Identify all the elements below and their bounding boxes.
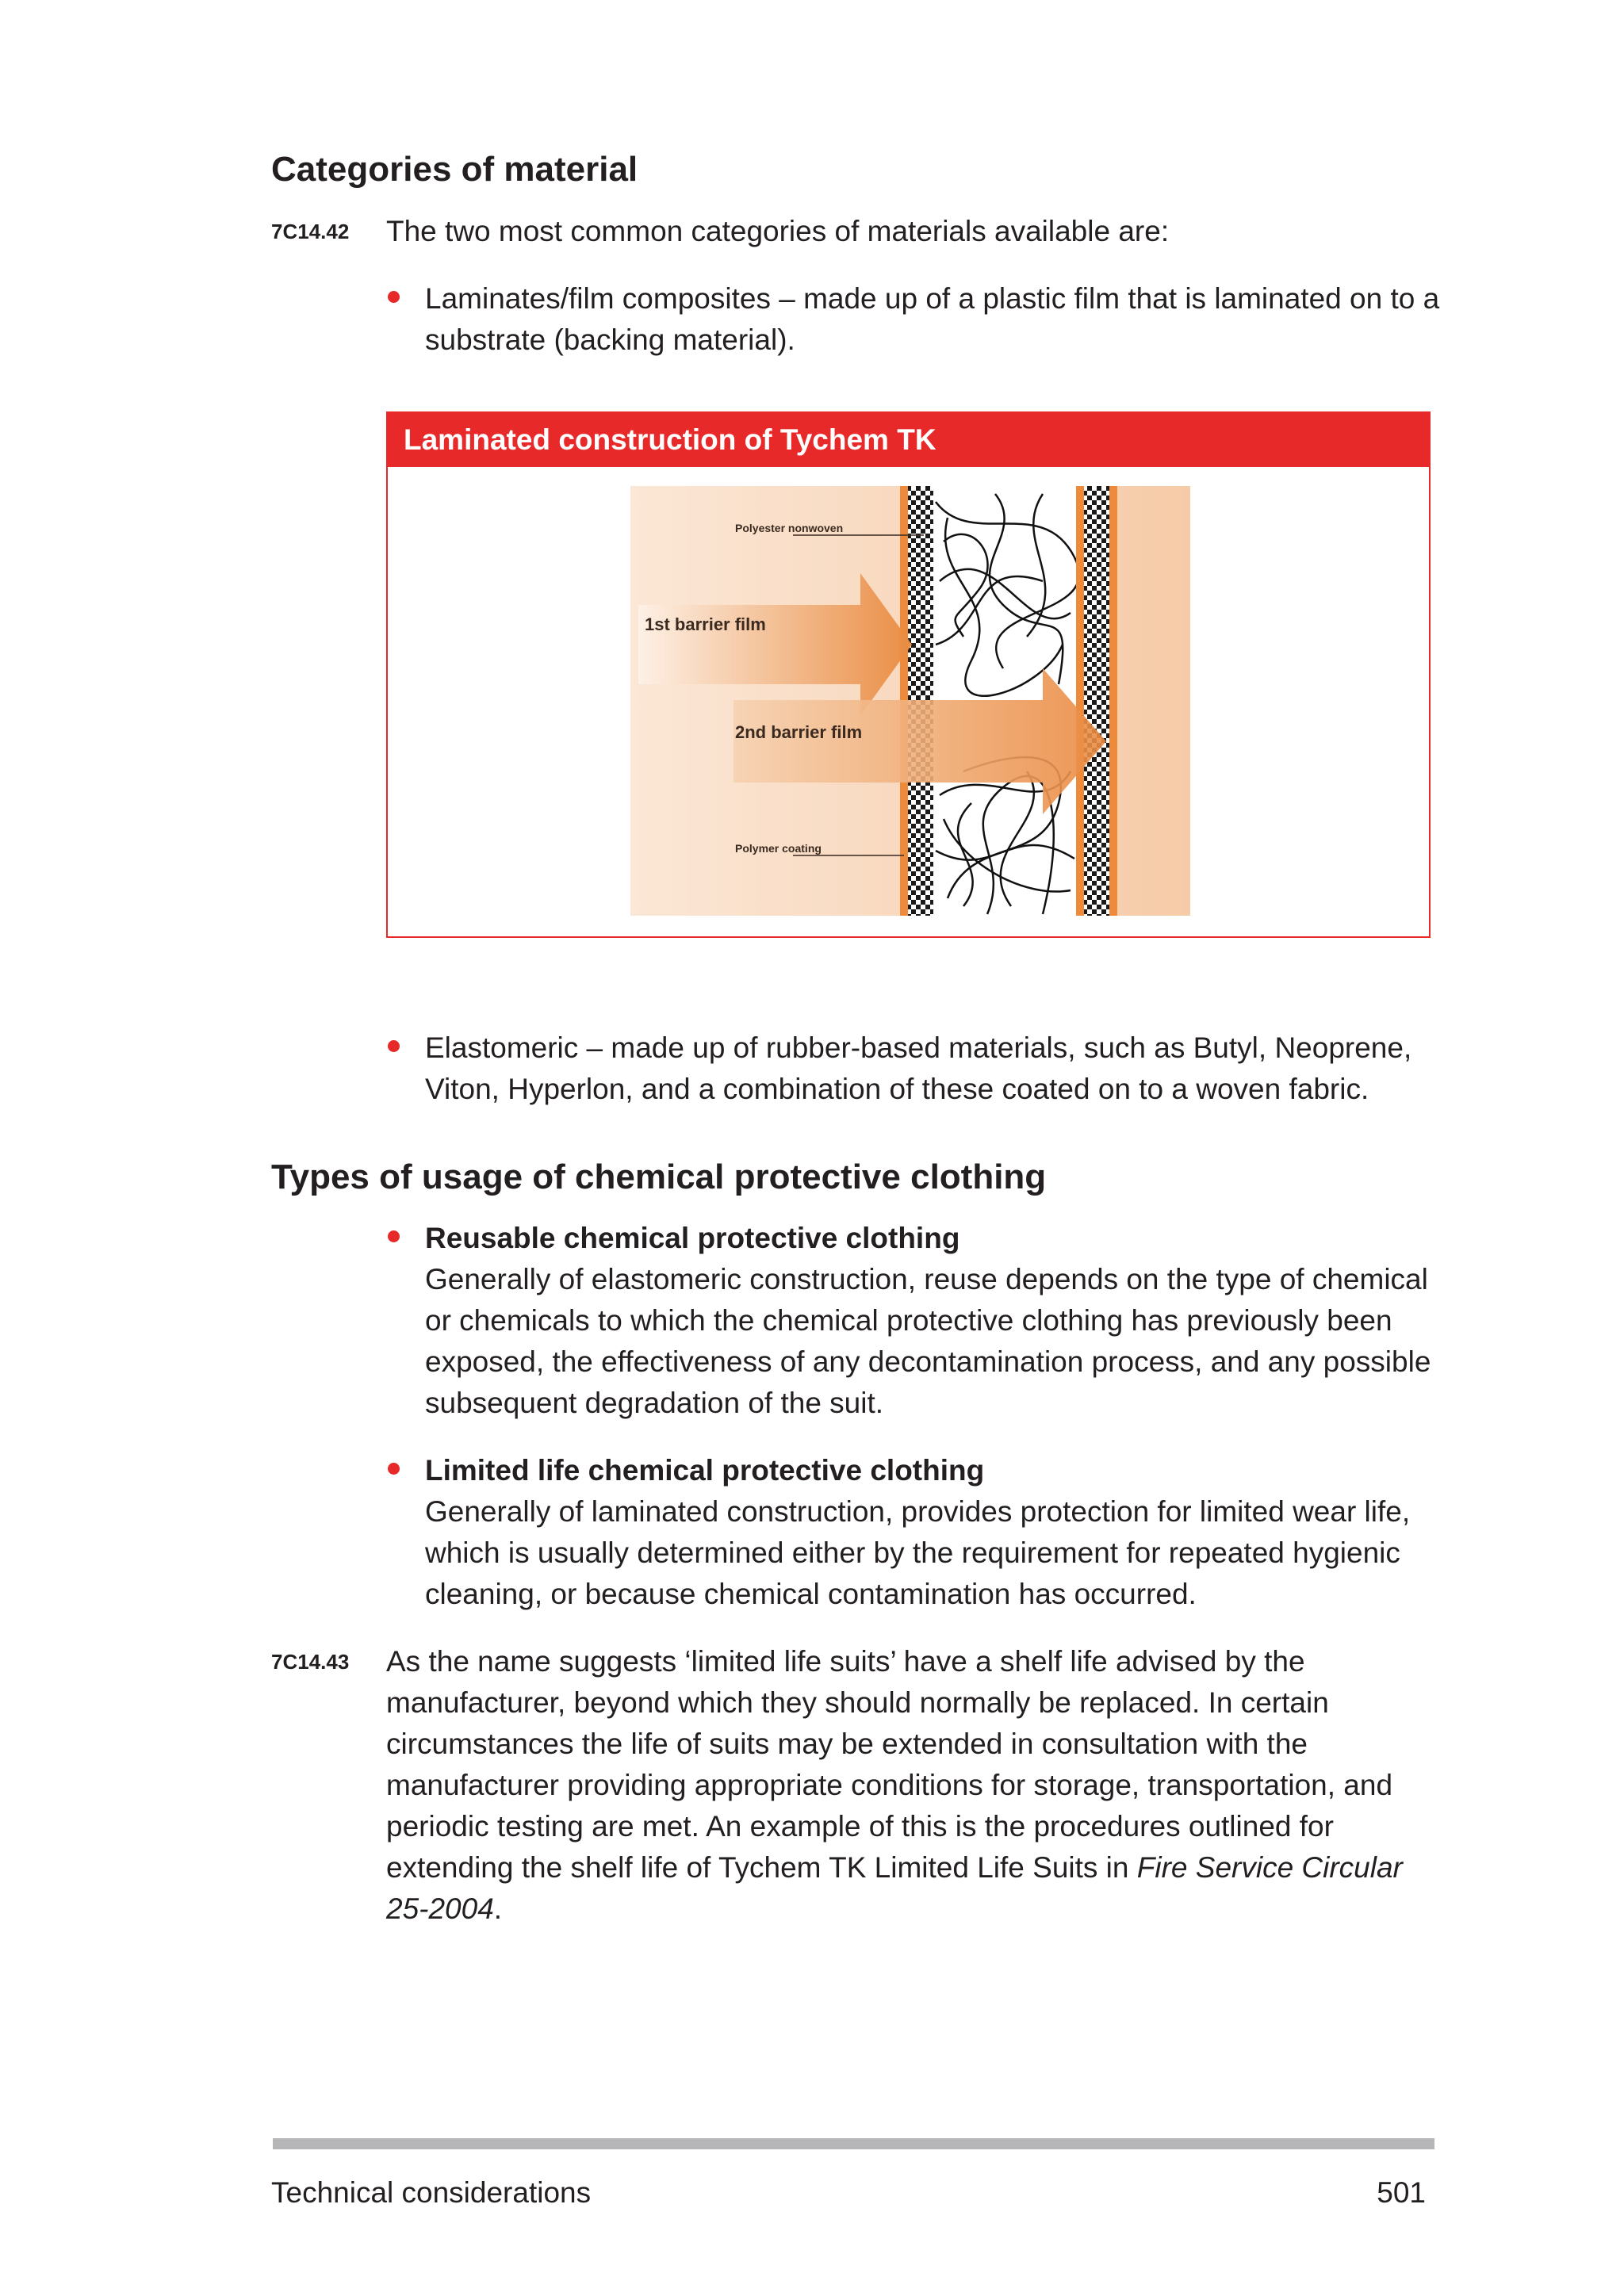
bullet-dot: [388, 1463, 400, 1475]
bullet-text: Generally of elastomeric construction, reuse depends on the type of chemical or chemicals to which the chemical protective clothing has previously been exposed, the effectiveness of any decontamination process, and any possible subsequent degradation of the suit.: [425, 1263, 1431, 1419]
bullet-laminates: [386, 278, 1441, 361]
bullet-heading: Limited life chemical protective clothing: [425, 1454, 985, 1487]
bullet-limited-life: [386, 1450, 1441, 1615]
footer-rule: [273, 2138, 1434, 2149]
figure-title: Laminated construction of Tychem TK: [388, 413, 1429, 467]
bullet-reusable: [386, 1218, 1441, 1424]
paragraph-text: [386, 1641, 1441, 1930]
label-second-barrier-film: 2nd barrier film: [735, 722, 863, 742]
bullet-body: [425, 1218, 1441, 1424]
footer-section-title: Technical considerations: [271, 2176, 592, 2209]
paragraph-number: 7C14.42: [271, 220, 350, 243]
bullet-dot: [388, 1230, 400, 1242]
page-number: 501: [1377, 2176, 1426, 2209]
bullet-dot: [388, 291, 400, 303]
tychem-laminate-illustration: [630, 486, 1190, 916]
bullet-text: Laminates/film composites – made up of a plastic film that is laminated on to a substrate (backing material).: [425, 282, 1440, 356]
bullet-dot: [388, 1040, 400, 1052]
paragraph-number: 7C14.43: [271, 1650, 350, 1674]
heading-types-of-usage: Types of usage of chemical protective clothing: [271, 1158, 1047, 1196]
label-polymer-coating: Polymer coating: [735, 842, 822, 855]
polymer-layer-right: [1084, 486, 1109, 916]
bullet-body: [425, 1450, 1441, 1615]
label-polyester-nonwoven: Polyester nonwoven: [735, 522, 844, 534]
heading-categories-of-material: Categories of material: [271, 150, 638, 189]
outer-film-layer: [1109, 486, 1117, 916]
bullet-elastomeric: [386, 1027, 1441, 1110]
bullet-heading: Reusable chemical protective clothing: [425, 1222, 960, 1254]
paragraph-end: .: [493, 1892, 503, 1925]
paragraph-body: As the name suggests ‘limited life suits’ have a shelf life advised by the manufacturer, beyond which they should normally be replaced. In certain circumstances the life of suits may be extended in consultation with the manufacturer providing appropriate conditions for storage, transportation, and periodic testing are met. An example of this is the procedures outlined for extending the shelf life of Tychem TK Limited Life Suits in: [386, 1645, 1393, 1884]
bullet-text: Generally of laminated construction, provides protection for limited wear life, which is usually determined either by the requirement for repeated hygienic cleaning, or because chemical contamination has occurred.: [425, 1495, 1411, 1610]
circular-reference: Fire Service Circular 25-2004: [386, 1851, 1403, 1925]
bullet-text: Elastomeric – made up of rubber-based materials, such as Butyl, Neoprene, Viton, Hyperlon, and a combination of these coated on to a woven fabric.: [425, 1031, 1412, 1105]
figure-box: [386, 411, 1431, 938]
paragraph-text: The two most common categories of materials available are:: [386, 215, 1170, 247]
barrier-film-layer-2: [1076, 486, 1084, 916]
label-first-barrier-film: 1st barrier film: [645, 614, 766, 634]
